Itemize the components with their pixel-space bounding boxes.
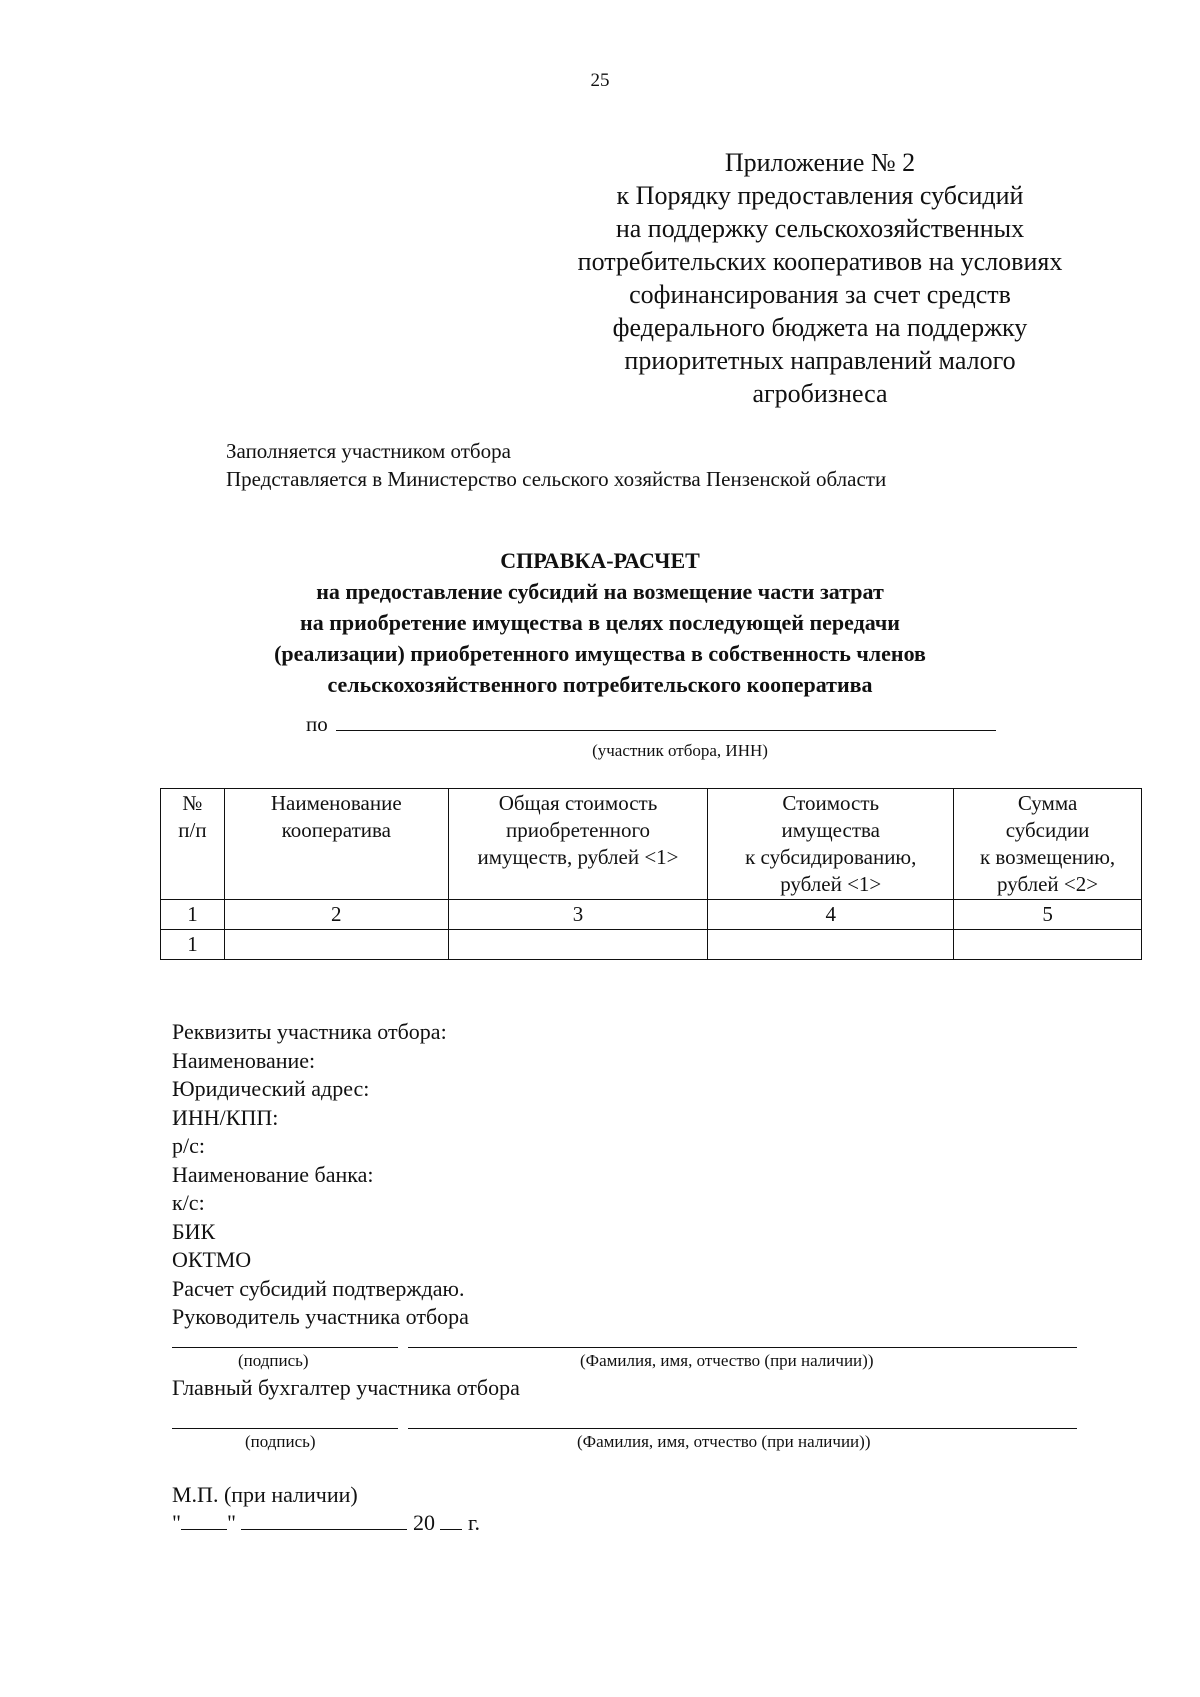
chief-accountant-label: Главный бухгалтер участника отбора	[172, 1375, 520, 1400]
signature-hint: (подпись)	[245, 1432, 316, 1451]
full-name-field[interactable]	[408, 1428, 1077, 1429]
table-cell: 2	[224, 900, 448, 930]
requisite-corr-account: к/с:	[172, 1190, 205, 1215]
table-cell: 3	[448, 900, 708, 930]
accountant-signature-line[interactable]	[172, 1428, 1077, 1430]
col-header-subsidized-cost: Стоимость имущества к субсидированию, рублей <1>	[708, 789, 954, 900]
requisite-legal-address: Юридический адрес:	[172, 1076, 370, 1101]
participant-label: по	[306, 712, 328, 736]
submitted-to-note: Представляется в Министерство сельского хозяйства Пензенской области	[226, 467, 887, 491]
table-cell: 1	[161, 900, 225, 930]
appendix-line: на поддержку сельскохозяйственных	[615, 214, 1025, 243]
full-name-field[interactable]	[408, 1347, 1077, 1348]
table-row	[161, 930, 1142, 960]
signature-field[interactable]	[172, 1428, 398, 1429]
full-name-hint: (Фамилия, имя, отчество (при наличии))	[580, 1351, 874, 1370]
signature-hint: (подпись)	[238, 1351, 309, 1370]
appendix-line: приоритетных направлений малого	[624, 346, 1016, 375]
full-name-hint: (Фамилия, имя, отчество (при наличии))	[577, 1432, 871, 1451]
signature-field[interactable]	[172, 1347, 398, 1348]
appendix-header	[560, 146, 1080, 410]
month-field[interactable]	[241, 1513, 407, 1530]
submission-notes	[226, 437, 886, 493]
col-header-cooperative-name: Наименование кооператива	[224, 789, 448, 900]
stamp-label: М.П. (при наличии)	[172, 1482, 358, 1507]
document-title-line: сельскохозяйственного потребительского кооператива	[327, 672, 873, 697]
quote-close: "	[226, 1510, 236, 1535]
document-title-line: (реализации) приобретенного имущества в собственность членов	[274, 641, 926, 666]
confirmation-text: Расчет субсидий подтверждаю.	[172, 1275, 465, 1301]
col-header-subsidy-amount: Сумма субсидии к возмещению, рублей <2>	[954, 789, 1142, 900]
day-field[interactable]	[181, 1513, 227, 1530]
appendix-line: потребительских кооперативов на условиях	[577, 247, 1063, 276]
table-cell: 5	[954, 900, 1142, 930]
year-suffix: г.	[467, 1510, 481, 1535]
col-header-total-cost: Общая стоимость приобретенного имуществ, рублей <1>	[448, 789, 708, 900]
participant-requisites	[172, 1018, 469, 1332]
table-cell: 4	[708, 900, 954, 930]
page-number: 25	[590, 70, 610, 91]
year-prefix: 20	[412, 1510, 435, 1535]
table-cell[interactable]	[954, 930, 1142, 960]
table-numbering-row	[161, 900, 1142, 930]
document-title-line: на предоставление субсидий на возмещение части затрат	[316, 579, 884, 604]
document-title	[0, 545, 1200, 700]
filled-by-note: Заполняется участником отбора	[226, 439, 511, 463]
table-cell[interactable]	[448, 930, 708, 960]
year-field[interactable]	[440, 1513, 462, 1530]
requisite-bik: БИК	[172, 1218, 216, 1244]
quote-open: "	[172, 1510, 181, 1535]
table-cell[interactable]	[708, 930, 954, 960]
participant-hint: (участник отбора, ИНН)	[592, 741, 768, 760]
table-cell[interactable]	[224, 930, 448, 960]
requisite-name: Наименование:	[172, 1047, 316, 1073]
appendix-line: агробизнеса	[752, 379, 888, 408]
requisite-bank-name: Наименование банка:	[172, 1161, 374, 1187]
calculation-table	[160, 788, 1142, 960]
appendix-line: Приложение № 2	[724, 148, 916, 177]
participant-line	[306, 712, 996, 737]
requisites-heading: Реквизиты участника отбора:	[172, 1019, 447, 1044]
document-title-line: на приобретение имущества в целях последующей передачи	[300, 610, 900, 635]
head-label: Руководитель участника отбора	[172, 1304, 469, 1329]
requisite-account: р/с:	[172, 1133, 205, 1158]
head-signature-line[interactable]	[172, 1347, 1077, 1349]
requisite-inn-kpp: ИНН/КПП:	[172, 1104, 279, 1130]
col-header-number: № п/п	[161, 789, 225, 900]
document-title-main: СПРАВКА-РАСЧЕТ	[500, 548, 700, 573]
appendix-line: к Порядку предоставления субсидий	[616, 181, 1024, 210]
appendix-line: федерального бюджета на поддержку	[612, 313, 1028, 342]
participant-field[interactable]	[336, 716, 996, 731]
requisite-oktmo: ОКТМО	[172, 1247, 252, 1272]
appendix-line: софинансирования за счет средств	[629, 280, 1011, 309]
date-line	[172, 1510, 480, 1536]
table-header-row	[161, 789, 1142, 900]
table-cell: 1	[161, 930, 225, 960]
